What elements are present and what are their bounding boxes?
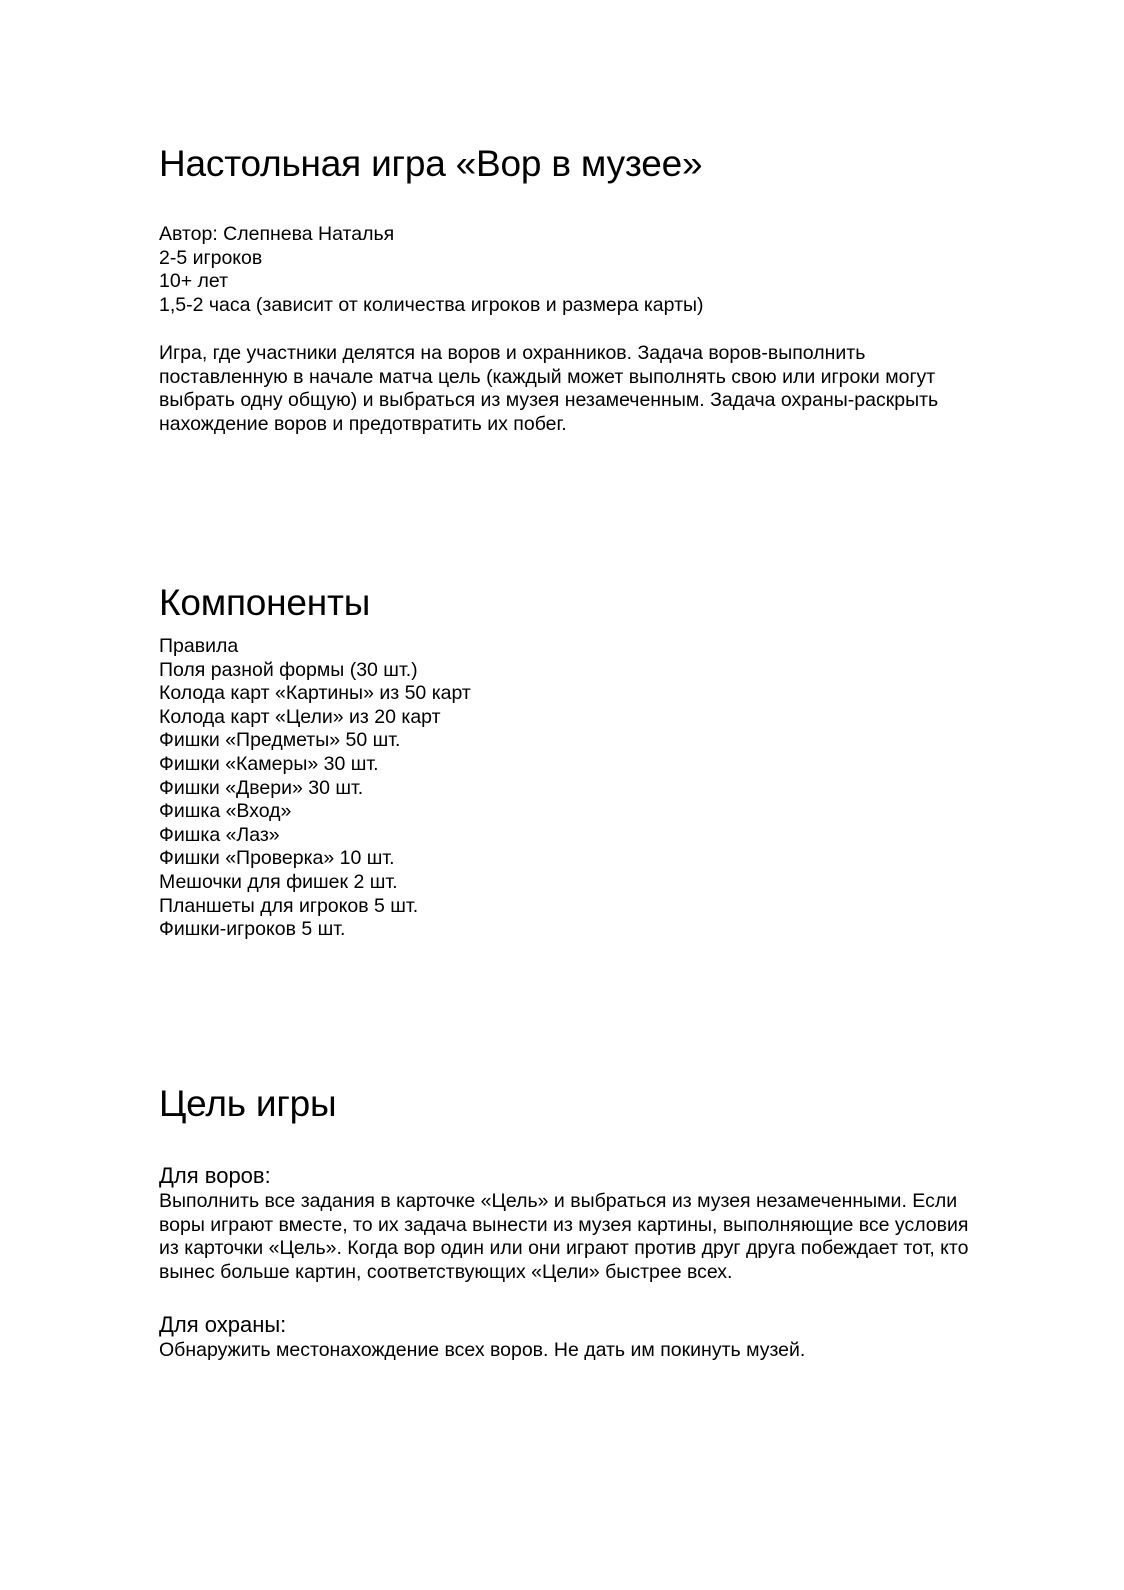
list-item: Колода карт «Цели» из 20 карт <box>159 705 441 728</box>
intro-line: Игра, где участники делятся на воров и охранников. Задача воров-выполнить <box>159 342 866 364</box>
list-item: Планшеты для игроков 5 шт. <box>159 894 419 917</box>
thieves-paragraph <box>159 1190 968 1284</box>
components-heading: Компоненты <box>159 582 371 623</box>
thieves-line: воры играют вместе, то их задача вынести из музея картины, выполняющие все условия <box>159 1213 969 1236</box>
list-item: Правила <box>159 635 239 657</box>
intro-line: поставленную в начале матча цель (каждый может выполнять свою или игроки могут <box>159 365 936 388</box>
thieves-line: Выполнить все задания в карточке «Цель» и выбраться из музея незамеченными. Если <box>159 1190 958 1212</box>
list-item: Мешочки для фишек 2 шт. <box>159 870 398 893</box>
intro-paragraph <box>159 342 938 436</box>
intro-line: выбрать одну общую) и выбраться из музея незамеченным. Задача охраны-раскрыть <box>159 389 939 412</box>
thieves-line: из карточки «Цель». Когда вор один или они играют против друг друга побеждает тот, кто <box>159 1237 969 1260</box>
game-meta <box>159 223 704 317</box>
age-line: 10+ лет <box>159 270 229 293</box>
guards-paragraph <box>159 1339 805 1363</box>
list-item: Фишка «Лаз» <box>159 823 280 846</box>
list-item: Фишка «Вход» <box>159 800 292 823</box>
players-line: 2-5 игроков <box>159 246 263 269</box>
duration-line: 1,5-2 часа (зависит от количества игроков и размера карты) <box>159 293 704 316</box>
list-item: Фишки-игроков 5 шт. <box>159 918 346 941</box>
guards-subheading: Для охраны: <box>159 1312 287 1337</box>
components-list <box>159 635 471 942</box>
list-item: Колода карт «Картины» из 50 карт <box>159 682 471 705</box>
guards-line: Обнаружить местонахождение всех воров. Не дать им покинуть музей. <box>159 1339 806 1361</box>
goal-heading: Цель игры <box>159 1083 337 1124</box>
thieves-line: вынес больше картин, соответствующих «Цели» быстрее всех. <box>159 1260 733 1283</box>
list-item: Фишки «Камеры» 30 шт. <box>159 752 379 775</box>
author-line: Автор: Слепнева Наталья <box>159 223 395 245</box>
list-item: Фишки «Предметы» 50 шт. <box>159 729 401 752</box>
list-item: Фишки «Двери» 30 шт. <box>159 776 364 799</box>
list-item: Поля разной формы (30 шт.) <box>159 658 418 681</box>
document-title: Настольная игра «Вор в музее» <box>159 143 703 184</box>
thieves-subheading: Для воров: <box>159 1163 271 1188</box>
intro-line: нахождение воров и предотвратить их побег. <box>159 412 567 435</box>
list-item: Фишки «Проверка» 10 шт. <box>159 847 395 870</box>
